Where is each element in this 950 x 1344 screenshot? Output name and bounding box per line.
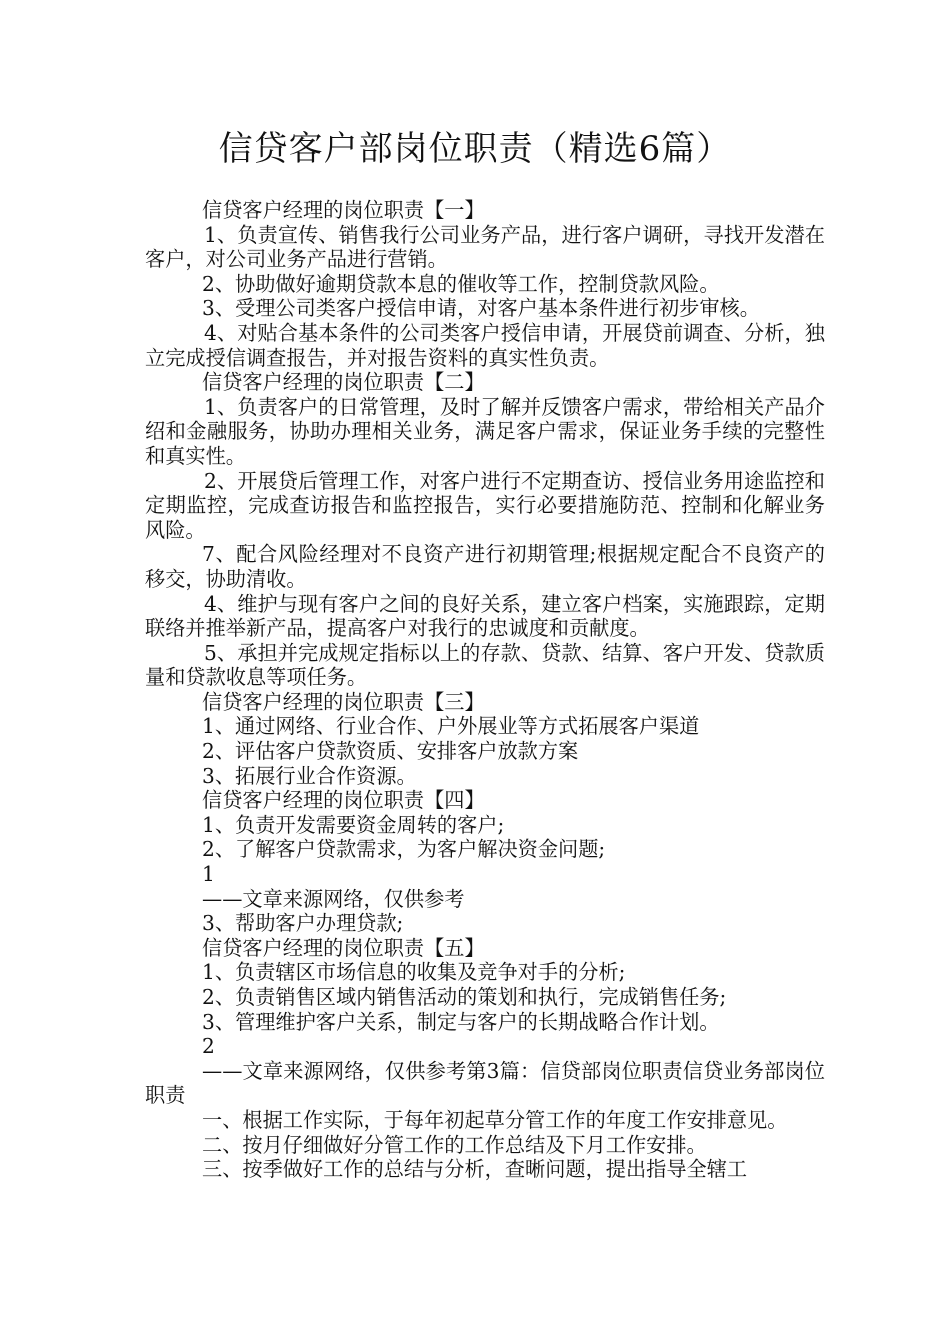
paragraph: 2、负责销售区域内销售活动的策划和执行，完成销售任务; [202, 985, 727, 1009]
paragraph: 1、负责客户的日常管理，及时了解并反馈客户需求，带给相关产品介绍和金融服务，协助办理相关业务，满足客户需求，保证业务手续的完整性和真实性。 [145, 394, 825, 468]
paragraph: 1、负责宣传、销售我行公司业务产品，进行客户调研，寻找开发潜在客户，对公司业务产品进行营销。 [145, 222, 825, 272]
paragraph: 3、管理维护客户关系，制定与客户的长期战略合作计划。 [202, 1009, 720, 1034]
paragraph: 三、按季做好工作的总结与分析，查晰问题，提出指导全辖工 [202, 1157, 748, 1182]
paragraph: 1、负责开发需要资金周转的客户; [202, 812, 505, 837]
paragraph: 信贷客户经理的岗位职责【五】 [202, 935, 485, 960]
paragraph: 3、帮助客户办理贷款; [202, 911, 404, 936]
paragraph: ——文章来源网络，仅供参考 [202, 886, 465, 911]
paragraph: 2、了解客户贷款需求，为客户解决资金问题; [202, 837, 606, 862]
paragraph: 信贷客户经理的岗位职责【一】 [202, 198, 485, 222]
paragraph: 7、配合风险经理对不良资产进行初期管理;根据规定配合不良资产的移交，协助清收。 [145, 542, 825, 591]
paragraph: 一、根据工作实际，于每年初起草分管工作的年度工作安排意见。 [202, 1107, 788, 1132]
paragraph: 4、维护与现有客户之间的良好关系，建立客户档案，实施跟踪，定期联络并推举新产品，提高客户对我行的忠诚度和贡献度。 [145, 591, 825, 641]
paragraph: 3、受理公司类客户授信申请，对客户基本条件进行初步审核。 [202, 296, 760, 321]
paragraph: 1、通过网络、行业合作、户外展业等方式拓展客户渠道 [202, 714, 700, 739]
document-title: 信贷客户部岗位职责（精选6篇） [218, 129, 732, 169]
paragraph: 3、拓展行业合作资源。 [202, 763, 417, 788]
paragraph: 1 [202, 862, 215, 887]
paragraph: 4、对贴合基本条件的公司类客户授信申请，开展贷前调查、分析，独立完成授信调查报告，并对报告资料的真实性负责。 [145, 320, 825, 370]
paragraph: 信贷客户经理的岗位职责【三】 [202, 689, 485, 714]
paragraph: 信贷客户经理的岗位职责【二】 [202, 370, 485, 395]
paragraph: 2、开展贷后管理工作，对客户进行不定期查访、授信业务用途监控和定期监控，完成查访报告和监控报告，实行必要措施防范、控制和化解业务风险。 [145, 468, 825, 542]
paragraph: 1、负责辖区市场信息的收集及竞争对手的分析; [202, 960, 626, 985]
document-body [145, 198, 825, 1182]
paragraph: ——文章来源网络，仅供参考第3篇：信贷部岗位职责信贷业务部岗位职责 [145, 1058, 825, 1108]
paragraph: 信贷客户经理的岗位职责【四】 [202, 788, 485, 813]
paragraph: 二、按月仔细做好分管工作的工作总结及下月工作安排。 [202, 1132, 707, 1157]
paragraph: 2、评估客户贷款资质、安排客户放款方案 [202, 739, 579, 764]
paragraph: 2 [202, 1034, 215, 1059]
paragraph: 2、协助做好逾期贷款本息的催收等工作，控制贷款风险。 [202, 271, 720, 296]
paragraph: 5、承担并完成规定指标以上的存款、贷款、结算、客户开发、贷款质量和贷款收息等项任务。 [145, 640, 825, 690]
